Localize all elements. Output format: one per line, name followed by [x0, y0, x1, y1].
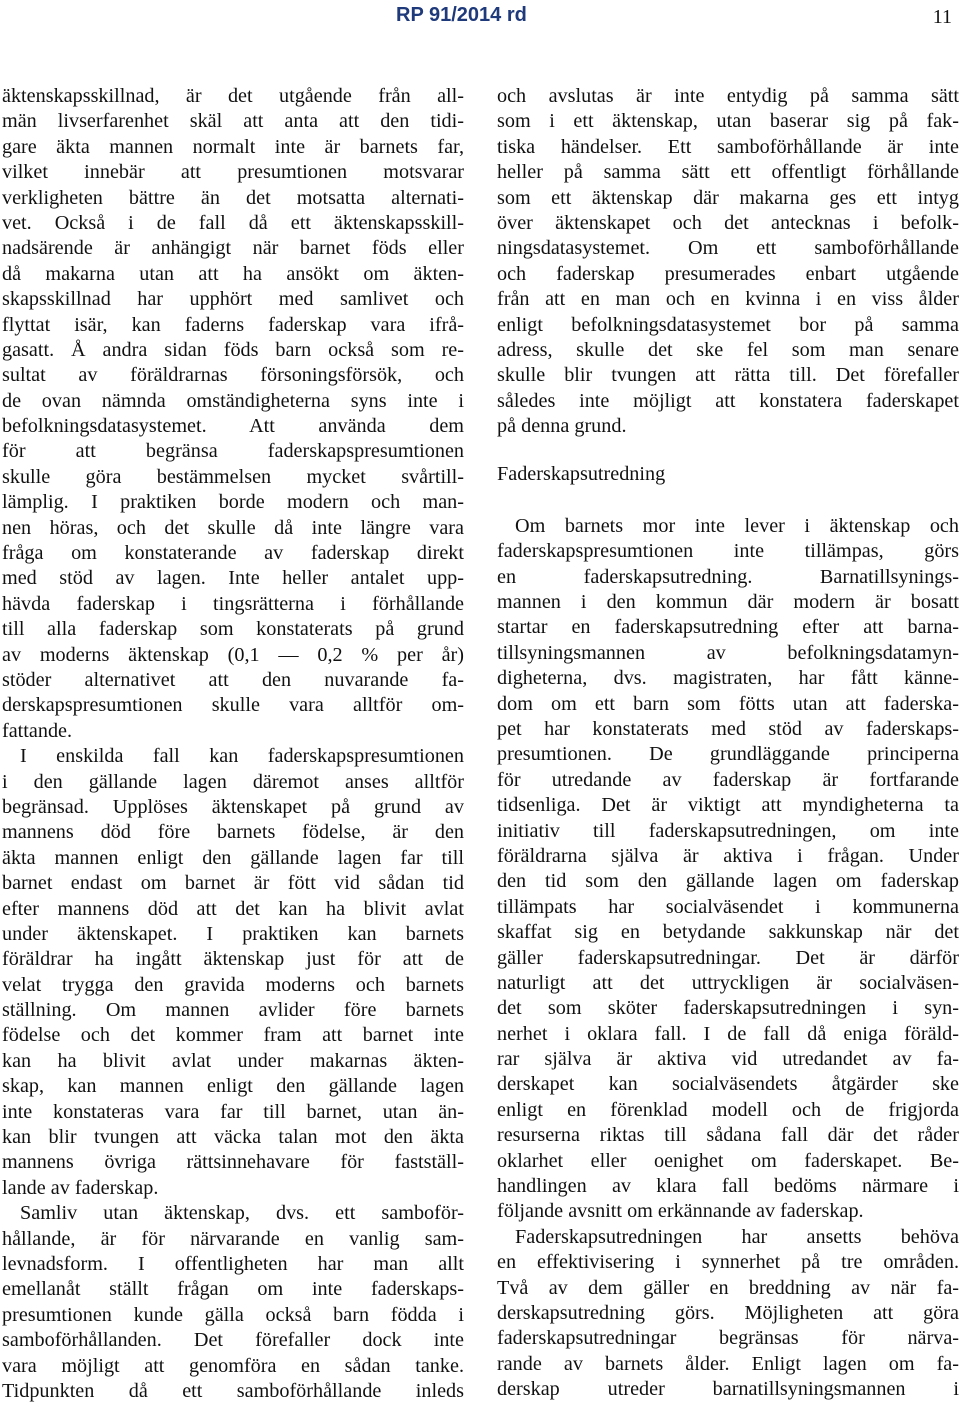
text-line: Om barnets mor inte lever i äktenskap och	[515, 514, 959, 537]
text-line: föräldrar ha ingått äktenskap just för att de	[2, 948, 464, 971]
text-line: velat trygga den gravida moderns och barnets	[2, 973, 464, 996]
text-line: dom om ett barn som fötts utan att faderska-	[497, 692, 959, 715]
text-line: stöder alternativet att den nuvarande fa-	[2, 668, 464, 691]
text-line: enligt befolkningsdatasystemet bor på samma	[497, 313, 959, 336]
text-line: gasatt. Å andra sidan föds barn också som re-	[2, 338, 464, 361]
text-line: skap, kan mannen enligt den gällande lagen	[2, 1075, 464, 1098]
paragraph	[2, 84, 464, 744]
text-line: för utredande av faderskap är fortfarande	[497, 768, 959, 791]
text-line: emellanåt ställt frågan om inte faderskaps-	[2, 1278, 464, 1301]
text-line: lande av faderskap.	[2, 1176, 159, 1199]
text-line: föräldrarna själva är aktiva i frågan. Under	[497, 844, 959, 867]
text-line: initiativ till faderskapsutredningen, om inte	[497, 819, 959, 842]
text-line: ställning. Om mannen avlider före barnets	[2, 999, 464, 1022]
text-line: gare äkta mannen normalt inte är barnets far,	[2, 135, 464, 158]
text-line: under äktenskapet. I praktiken kan barnets	[2, 922, 464, 945]
text-line: Tidpunkten då ett samboförhållande inleds	[2, 1379, 464, 1402]
text-line: tidsenliga. Det är viktigt att myndigheterna ta	[497, 794, 959, 817]
text-line: befolkningsdatasystemet. Att använda dem	[2, 415, 464, 438]
text-line: Två av dem gäller en breddning av när fa-	[497, 1276, 959, 1299]
text-line: mannen i den kommun där modern är bosatt	[497, 591, 959, 614]
text-line: män livserfarenhet skäl att anta att den tidi-	[2, 110, 464, 133]
right-column	[497, 84, 959, 1403]
document-id: RP 91/2014 rd	[396, 4, 527, 26]
text-line: i den gällande lagen däremot anses alltför	[2, 770, 464, 793]
text-line: följande avsnitt om erkännande av faderskap.	[497, 1200, 864, 1223]
text-line: levnadsform. I offentligheten har man allt	[2, 1252, 464, 1275]
text-line: Samliv utan äktenskap, dvs. ett samboför-	[20, 1202, 464, 1225]
section-heading: Faderskapsutredning	[497, 463, 666, 486]
text-line: resurserna riktas till sådana fall där det råder	[497, 1124, 959, 1147]
text-line: skaffat sig en betydande sakkunskap när det	[497, 921, 959, 944]
text-line: fattande.	[2, 719, 73, 742]
text-line: digheterna, dvs. magistraten, har fått känne-	[497, 667, 959, 690]
paragraph	[497, 514, 959, 1225]
text-line: mannens död före barnets födelse, är den	[2, 821, 464, 844]
text-line: på denna grund.	[497, 415, 627, 438]
text-line: I enskilda fall kan faderskapspresumtionen	[20, 745, 464, 768]
text-line: presumtionen kunde gälla också barn födda i	[2, 1303, 464, 1326]
text-line: fråga om konstaterande av faderskap direkt	[2, 542, 464, 565]
text-line: flyttat isär, kan faderns faderskap vara ifrå-	[2, 313, 464, 336]
text-line: kan blir tvungen att väcka talan mot den äkta	[2, 1126, 464, 1149]
text-line: barnet endast om barnet är fött vid sådan tid	[2, 872, 464, 895]
text-line: derskapet kan socialväsendets åtgärder ske	[497, 1073, 959, 1096]
text-line: äkta mannen enligt den gällande lagen far till	[2, 846, 464, 869]
text-line: och avslutas är inte entydig på samma sätt	[497, 85, 959, 107]
text-line: och faderskap presumerades enbart utgående	[497, 262, 959, 285]
text-line: samboförhållanden. Det förefaller dock inte	[2, 1329, 464, 1352]
text-line: kan ha blivit avlat under makarnas äkten-	[2, 1049, 464, 1072]
text-line: verkligheten bättre än det motsatta alternati-	[2, 186, 464, 209]
text-line: de ovan nämnda omständigheterna syns inte i	[2, 389, 464, 412]
paragraph	[497, 1225, 959, 1403]
text-line: heller på samma sätt ett offentligt förhållande	[497, 161, 959, 184]
text-line: en effektivisering i synnerhet på tre områden.	[497, 1251, 959, 1274]
text-line: med stöd av lagen. Inte heller antalet upp-	[2, 567, 464, 590]
text-line: lämplig. I praktiken borde modern och man-	[2, 491, 464, 514]
text-line: tillämpats har socialväsendet i kommunerna	[497, 895, 959, 918]
text-line: enligt en förenklad modell och de frigjorda	[497, 1098, 959, 1121]
text-line: skulle göra bestämmelsen mycket svårtill-	[2, 465, 464, 488]
text-line: till alla faderskap som konstaterats på grund	[2, 618, 464, 641]
text-line: derskapsutredning görs. Möjligheten att göra	[497, 1301, 959, 1324]
page-header	[0, 4, 960, 28]
text-line: äktenskapsskillnad, är det utgående från all-	[2, 85, 464, 107]
text-line: skulle blir tvungen att rätta till. Det förefaller	[497, 364, 959, 387]
text-line: derskapspresumtionen skulle vara alltför om-	[2, 694, 464, 717]
text-line: vet. Också i de fall då ett äktenskapsskill-	[2, 211, 464, 234]
text-line: rande av barnets ålder. Enligt lagen om fa-	[497, 1352, 959, 1375]
text-line: nerhet i oklara fall. I de fall då eniga föräld-	[497, 1022, 959, 1045]
text-line: Faderskapsutredningen har ansetts behöva	[515, 1225, 959, 1248]
text-line: vilket innebär att presumtionen motsvarar	[2, 161, 464, 184]
text-line: för att begränsa faderskapspresumtionen	[2, 440, 464, 463]
text-line: naturligt att det uttryckligen är socialväsen-	[497, 971, 959, 994]
text-line: begränsad. Upplöses äktenskapet på grund av	[2, 795, 464, 818]
text-line: faderskapsutredningar begränsas för närva-	[497, 1327, 959, 1350]
text-line: derskap utreder barnatillsyningsmannen i	[497, 1378, 959, 1401]
text-line: adress, skulle det ske fel som man senare	[497, 338, 959, 361]
paragraph	[2, 1201, 464, 1404]
text-line: rar själva är aktiva vid utredandet av fa-	[497, 1048, 959, 1071]
text-line: den tid som den gällande lagen om faderskap	[497, 870, 959, 893]
text-line: presumtionen. De grundläggande principerna	[497, 743, 959, 766]
text-line: handlingen av klara fall bedöms närmare i	[497, 1175, 959, 1198]
text-line: faderskapspresumtionen inte tillämpas, görs	[497, 540, 959, 563]
text-line: inte konstateras vara far till barnet, utan än-	[2, 1100, 464, 1123]
text-line: sultat av föräldrarnas försoningsförsök, och	[2, 364, 464, 387]
text-line: således inte möjligt att konstatera faderskapet	[497, 389, 959, 412]
text-line: nadsärende är anhängigt när barnet föds eller	[2, 237, 464, 260]
text-line: över äktenskapet och det antecknas i befolk-	[497, 211, 959, 234]
text-line: skapsskillnad har upphört med samlivet och	[2, 288, 464, 311]
text-line: som i ett äktenskap, utan baserar sig på fak-	[497, 110, 959, 133]
page-number: 11	[932, 6, 952, 28]
text-line: vara möjligt att genomföra en sådan tanke.	[2, 1354, 464, 1377]
left-column	[2, 84, 464, 1404]
text-line: hållande, är för närvarande en vanlig sam-	[2, 1227, 464, 1250]
text-line: födelse och det kommer fram att barnet inte	[2, 1024, 464, 1047]
text-line: tillsyningsmannen av befolkningsdatamyn-	[497, 641, 959, 664]
text-line: som ett äktenskap där makarna ges ett intyg	[497, 186, 959, 209]
text-line: pet har konstaterats med stöd av faderskaps-	[497, 717, 959, 740]
text-line: det som sköter faderskapsutredningen i syn-	[497, 997, 959, 1020]
text-line: en faderskapsutredning. Barnatillsynings-	[497, 565, 959, 588]
text-line: då makarna utan att ha ansökt om äkten-	[2, 262, 464, 285]
text-line: nen höras, och det skulle då inte längre vara	[2, 516, 464, 539]
text-line: oklarhet eller oenighet om faderskapet. Be-	[497, 1149, 959, 1172]
paragraph	[2, 744, 464, 1201]
text-line: startar en faderskapsutredning efter att barna-	[497, 616, 959, 639]
text-line: efter mannens död att det kan ha blivit avlat	[2, 897, 464, 920]
text-line: gäller faderskapsutredningar. Det är därför	[497, 946, 959, 969]
text-line: mannens övriga rättsinnehavare för fastställ-	[2, 1151, 464, 1174]
paragraph	[497, 84, 959, 439]
text-line: hävda faderskap i tingsrätterna i förhållande	[2, 592, 464, 615]
text-line: tiska händelser. Ett samboförhållande är inte	[497, 135, 959, 158]
text-line: från att en man och en kvinna i en viss ålder	[497, 288, 959, 311]
text-line: ningsdatasystemet. Om ett samboförhållande	[497, 237, 959, 260]
text-line: av moderns äktenskap (0,1 — 0,2 % per år)	[2, 643, 464, 666]
